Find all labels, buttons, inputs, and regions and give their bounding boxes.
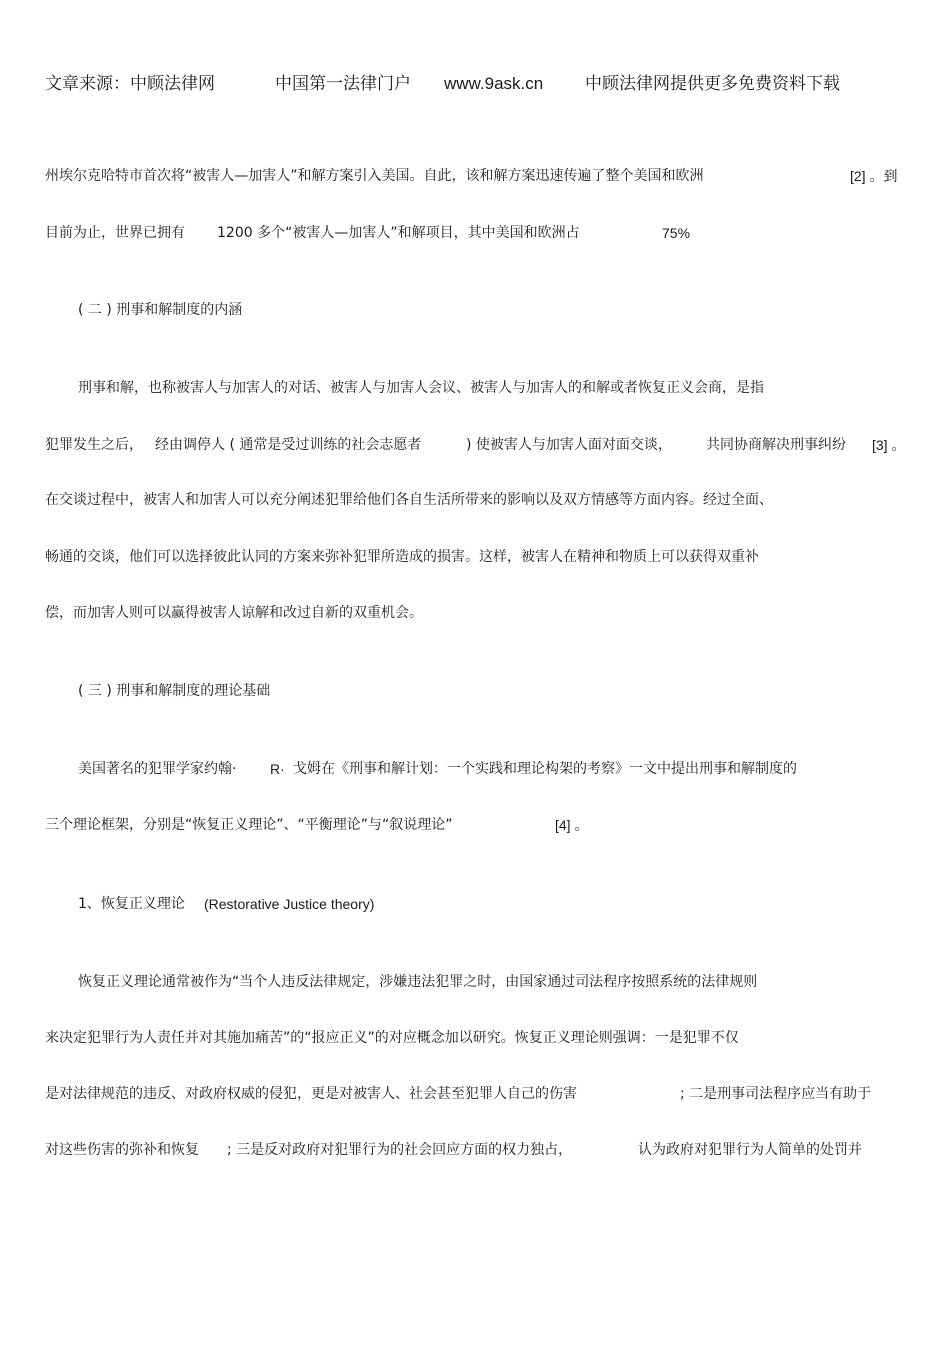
text-segment: ; 二是刑事司法程序应当有助于 [680, 1086, 872, 1102]
text-segment: 目前为止，世界已拥有 [45, 225, 185, 241]
text-segment: ) 使被害人与加害人面对面交谈， [466, 437, 672, 453]
citation: [2] 。到 [850, 168, 898, 184]
text-segment: 州埃尔克哈特市首次将“被害人—加害人”和解方案引入美国。自此，该和解方案迅速传遍了整个美国和欧洲 [45, 168, 704, 184]
text-line [0, 1084, 950, 1104]
text-line [0, 972, 950, 992]
heading-text: ( 二 ) 刑事和解制度的内涵 [78, 302, 243, 318]
text-segment: 1200 多个“被害人—加害人”和解项目，其中美国和欧洲占 [217, 225, 580, 241]
text-segment: 对这些伤害的弥补和恢复 [45, 1142, 199, 1158]
header-promo: 中顾法律网提供更多免费资料下载 [585, 74, 840, 94]
text-line [0, 603, 950, 623]
text-line [0, 490, 950, 510]
text-segment: 认为政府对犯罪行为人简单的处罚并 [638, 1142, 862, 1158]
citation: [4] 。 [555, 817, 589, 833]
text-segment: 刑事和解，也称被害人与加害人的对话、被害人与加害人会议、被害人与加害人的和解或者恢复正义会商，是指 [78, 380, 764, 396]
text-segment: 畅通的交谈，他们可以选择彼此认同的方案来弥补犯罪所造成的损害。这样，被害人在精神和物质上可以获得双重补 [45, 549, 759, 565]
text-segment: 是对法律规范的违反、对政府权威的侵犯，更是对被害人、社会甚至犯罪人自己的伤害 [45, 1086, 577, 1102]
text-segment: 来决定犯罪行为人责任并对其施加痛苦”的“报应正义”的对应概念加以研究。恢复正义理论则强调：一是犯罪不仅 [45, 1030, 739, 1046]
page-header [0, 72, 950, 96]
text-segment: 共同协商解决刑事纠纷 [706, 437, 846, 453]
text-line [0, 435, 950, 455]
text-segment: 戈姆在《刑事和解计划：一个实践和理论构架的考察》一文中提出刑事和解制度的 [293, 761, 797, 777]
text-segment: 偿，而加害人则可以赢得被害人谅解和改过自新的双重机会。 [45, 605, 423, 621]
header-source: 文章来源：中顾法律网 [45, 74, 215, 94]
section-heading [0, 300, 950, 320]
heading-text-latin: (Restorative Justice theory) [204, 896, 375, 912]
text-segment: 恢复正义理论通常被作为“当个人违反法律规定，涉嫌违法犯罪之时，由国家通过司法程序按照系统的法律规则 [78, 974, 758, 990]
section-heading [0, 681, 950, 701]
text-line [0, 1140, 950, 1160]
text-line [0, 1028, 950, 1048]
text-segment: 在交谈过程中，被害人和加害人可以充分阐述犯罪给他们各自生活所带来的影响以及双方情感等方面内容。经过全面、 [45, 492, 773, 508]
text-segment: ; 三是反对政府对犯罪行为的社会回应方面的权力独占， [227, 1142, 573, 1158]
subsection-heading [0, 894, 950, 914]
text-segment: 75% [662, 225, 691, 241]
text-segment: 三个理论框架，分别是“恢复正义理论”、“平衡理论”与“叙说理论” [45, 817, 453, 833]
text-segment: R· [270, 761, 285, 777]
text-line [0, 815, 950, 835]
text-line [0, 759, 950, 779]
citation: [3] 。 [872, 437, 906, 453]
text-line [0, 223, 950, 243]
heading-text: ( 三 ) 刑事和解制度的理论基础 [78, 683, 271, 699]
header-portal: 中国第一法律门户 [275, 74, 411, 94]
text-line [0, 547, 950, 567]
text-segment: 犯罪发生之后， [45, 437, 143, 453]
text-segment: 美国著名的犯罪学家约翰· [78, 761, 237, 777]
header-url: www.9ask.cn [444, 74, 544, 93]
heading-text: 1、恢复正义理论 [78, 896, 185, 912]
text-line [0, 166, 950, 186]
text-segment: 经由调停人 ( 通常是受过训练的社会志愿者 [155, 437, 422, 453]
text-line [0, 378, 950, 398]
